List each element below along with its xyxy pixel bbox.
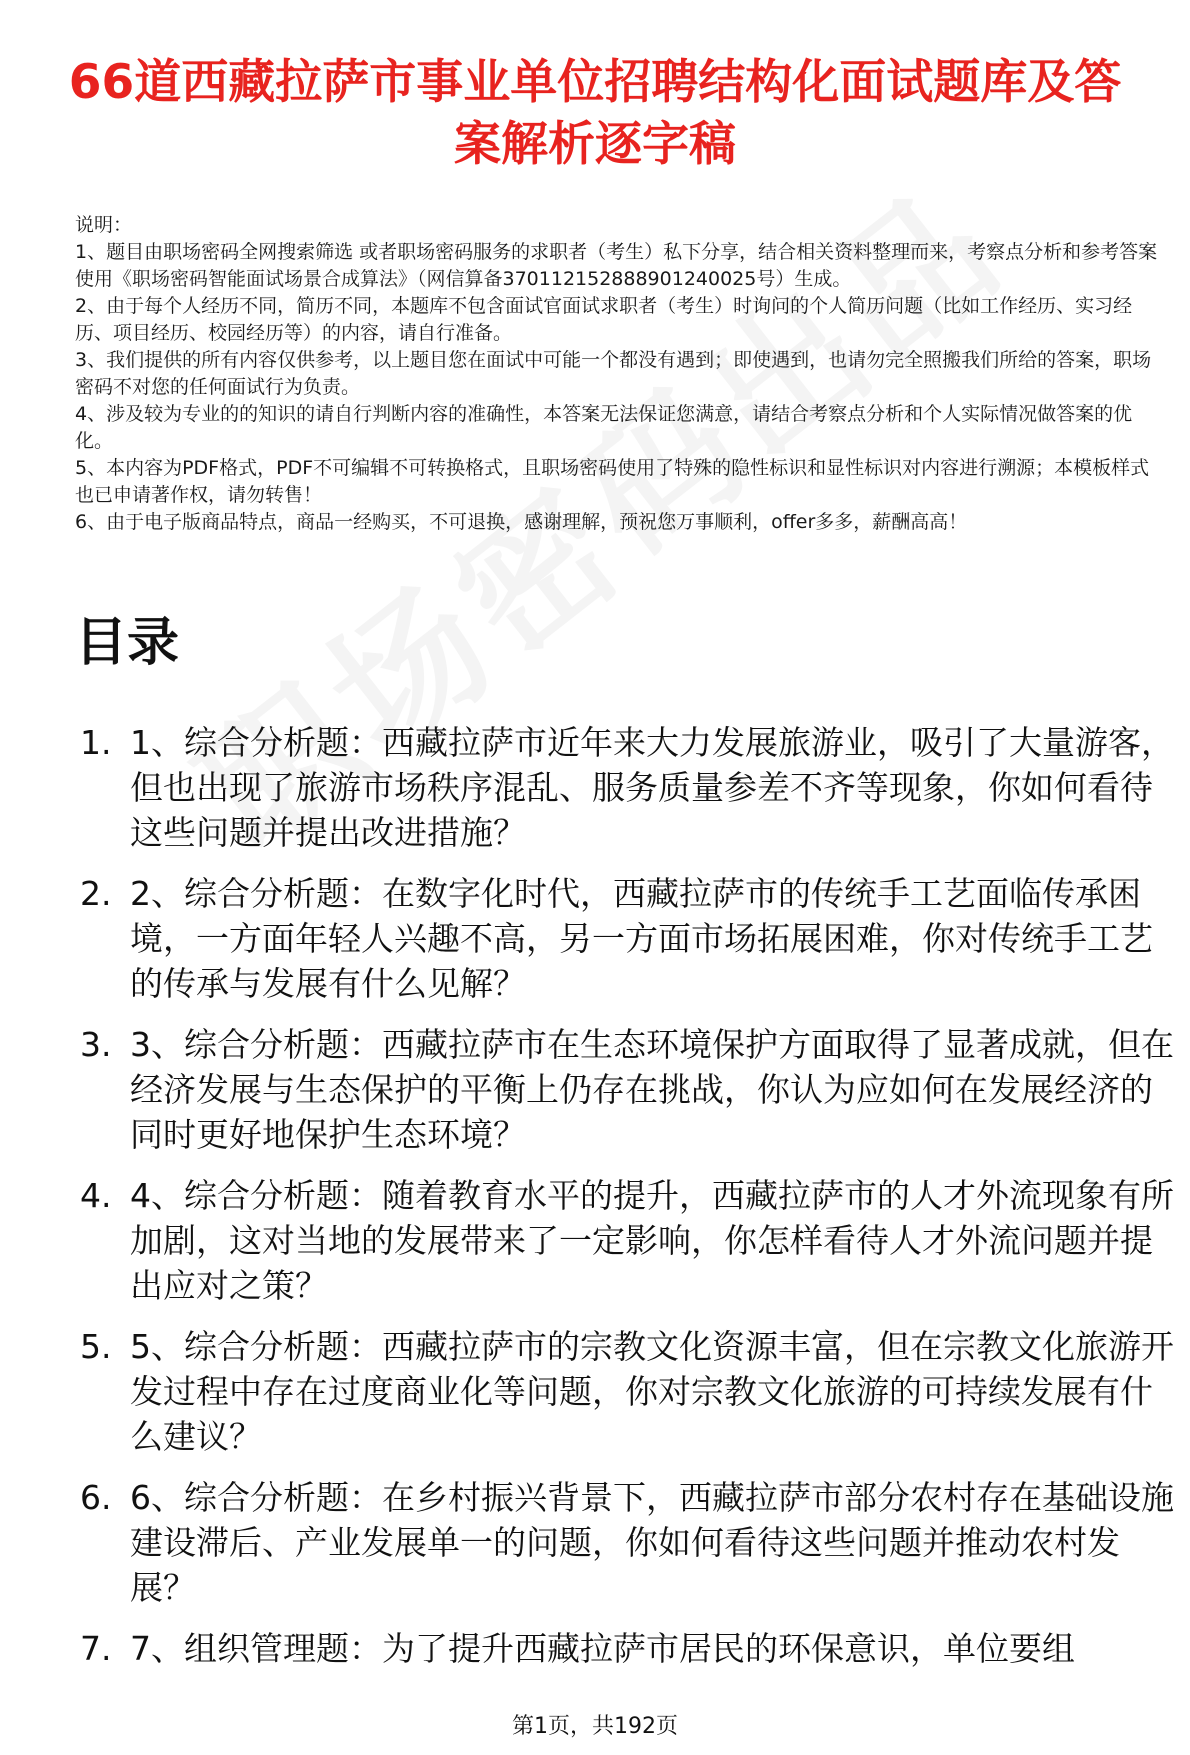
toc-item-number: 7. — [80, 1629, 112, 1668]
toc-item-number: 1. — [80, 723, 112, 762]
notes-line: 1、题目由职场密码全网搜索筛选 或者职场密码服务的求职者（考生）私下分享，结合相关资料整理而来，考察点分析和参考答案使用《职场密码智能面试场景合成算法》（网信算备370112152888901240025号）生成。 — [75, 241, 1158, 290]
notes-section — [75, 212, 1165, 536]
toc-item[interactable] — [80, 1626, 1175, 1671]
toc-list — [80, 720, 1175, 1687]
toc-item-text[interactable]: 7、组织管理题：为了提升西藏拉萨市居民的环保意识，单位要组 — [130, 1629, 1075, 1668]
toc-item-number: 6. — [80, 1478, 112, 1517]
document-title: 66道西藏拉萨市事业单位招聘结构化面试题库及答案解析逐字稿 — [68, 55, 1122, 172]
toc-item-number: 5. — [80, 1327, 112, 1366]
toc-item-number: 2. — [80, 874, 112, 913]
toc-item-text[interactable]: 2、综合分析题：在数字化时代，西藏拉萨市的传统手工艺面临传承困境，一方面年轻人兴趣不高，另一方面市场拓展困难，你对传统手工艺的传承与发展有什么见解？ — [130, 874, 1153, 1003]
notes-line: 5、本内容为PDF格式，PDF不可编辑不可转换格式，且职场密码使用了特殊的隐性标识和显性标识对内容进行溯源；本模板样式也已申请著作权，请勿转售！ — [75, 457, 1150, 506]
notes-line: 说明： — [75, 214, 133, 236]
toc-item[interactable] — [80, 1324, 1175, 1459]
notes-line: 3、我们提供的所有内容仅供参考，以上题目您在面试中可能一个都没有遇到；即使遇到，也请勿完全照搬我们所给的答案，职场密码不对您的任何面试行为负责。 — [75, 349, 1152, 398]
toc-item[interactable] — [80, 1022, 1175, 1157]
toc-item-text[interactable]: 4、综合分析题：随着教育水平的提升，西藏拉萨市的人才外流现象有所加剧，这对当地的发展带来了一定影响，你怎样看待人才外流问题并提出应对之策？ — [130, 1176, 1174, 1305]
toc-item[interactable] — [80, 1475, 1175, 1610]
toc-item-text[interactable]: 3、综合分析题：西藏拉萨市在生态环境保护方面取得了显著成就，但在经济发展与生态保护的平衡上仍存在挑战，你认为应如何在发展经济的同时更好地保护生态环境？ — [130, 1025, 1174, 1154]
toc-item[interactable] — [80, 720, 1175, 855]
toc-item-text[interactable]: 6、综合分析题：在乡村振兴背景下，西藏拉萨市部分农村存在基础设施建设滞后、产业发展单一的问题，你如何看待这些问题并推动农村发展？ — [130, 1478, 1174, 1607]
notes-line: 6、由于电子版商品特点，商品一经购买，不可退换，感谢理解，预祝您万事顺利，offer多多，薪酬高高！ — [75, 511, 968, 533]
toc-item-number: 4. — [80, 1176, 112, 1215]
toc-item-text[interactable]: 1、综合分析题：西藏拉萨市近年来大力发展旅游业，吸引了大量游客，但也出现了旅游市场秩序混乱、服务质量参差不齐等现象，你如何看待这些问题并提出改进措施？ — [130, 723, 1174, 852]
toc-item-number: 3. — [80, 1025, 112, 1064]
toc-item[interactable] — [80, 871, 1175, 1006]
page-footer: 第1页，共192页 — [512, 1714, 678, 1739]
toc-item[interactable] — [80, 1173, 1175, 1308]
toc-item-text[interactable]: 5、综合分析题：西藏拉萨市的宗教文化资源丰富，但在宗教文化旅游开发过程中存在过度商业化等问题，你对宗教文化旅游的可持续发展有什么建议？ — [130, 1327, 1174, 1456]
notes-line: 4、涉及较为专业的的知识的请自行判断内容的准确性，本答案无法保证您满意，请结合考察点分析和个人实际情况做答案的优化。 — [75, 403, 1133, 452]
toc-heading: 目录 — [75, 613, 180, 673]
notes-line: 2、由于每个人经历不同，简历不同，本题库不包含面试官面试求职者（考生）时询问的个人简历问题（比如工作经历、实习经历、项目经历、校园经历等）的内容，请自行准备。 — [75, 295, 1133, 344]
